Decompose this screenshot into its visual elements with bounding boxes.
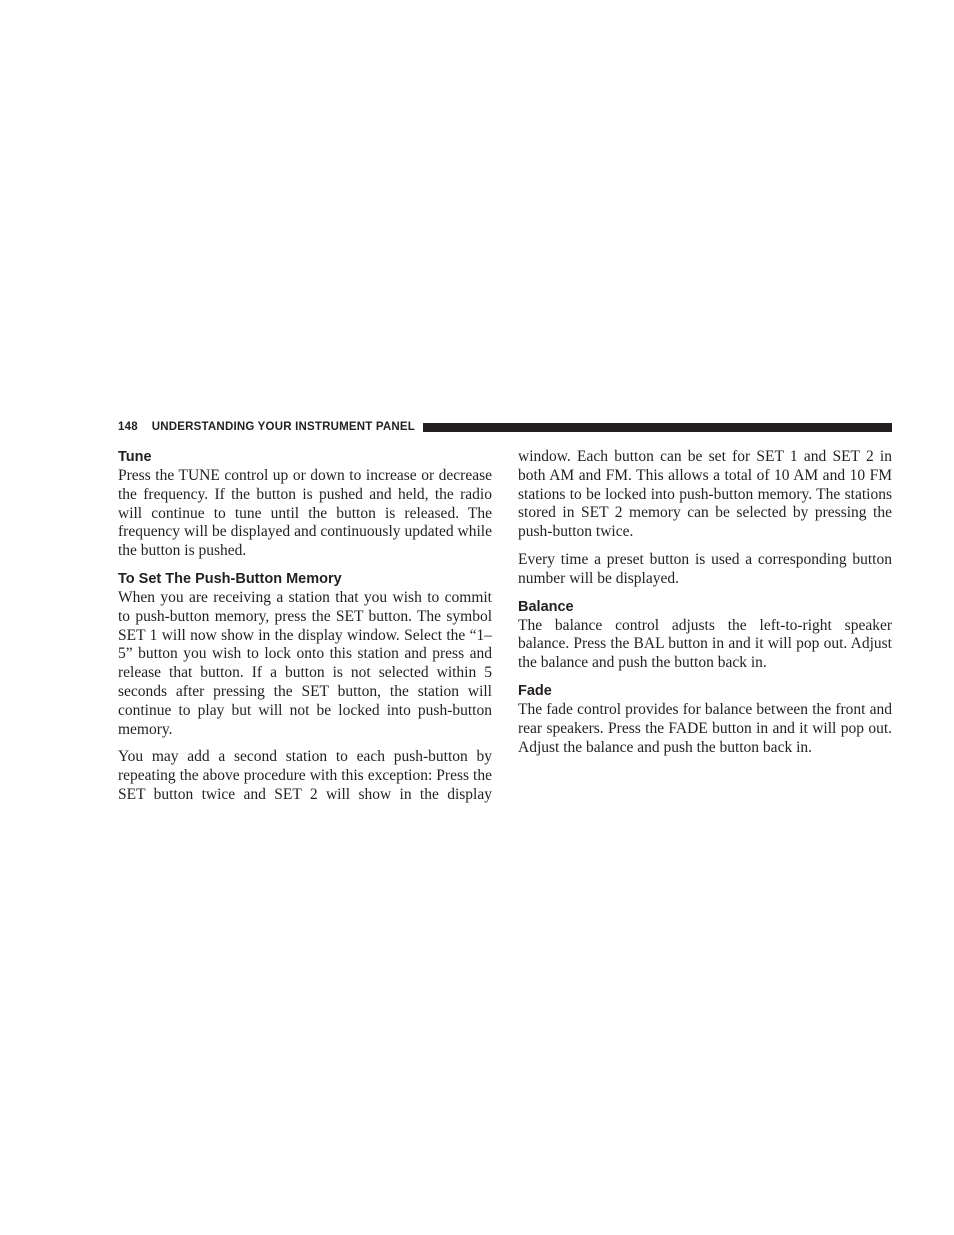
fade-heading: Fade xyxy=(518,682,552,699)
section-title: UNDERSTANDING YOUR INSTRUMENT PANEL xyxy=(151,421,415,433)
header-rule-bar xyxy=(423,423,892,432)
left-column xyxy=(118,448,492,805)
preset-note-paragraph: Every time a preset button is used a corresponding button number will be displayed. xyxy=(518,550,892,587)
balance-paragraph: The balance control adjusts the left-to-right speaker balance. Press the BAL button in and it will pop out. Adjust the balance and push the button back in. xyxy=(518,616,892,672)
right-column xyxy=(518,448,892,757)
fade-paragraph: The fade control provides for balance between the front and rear speakers. Press the FADE button in and it will pop out. Adjust the balance and push the button back in. xyxy=(518,700,892,756)
push-button-memory-paragraph-1: When you are receiving a station that you wish to commit to push-button memory, press the SET button. The symbol SET 1 will now show in the display window. Select the “1–5” button you wish to lock onto this station and press and release that button. If a button is not selected within 5 seconds after pressing the SET button, the station will continue to play but will not be locked into push-button memory. xyxy=(118,588,492,738)
page-header xyxy=(118,419,892,435)
tune-heading: Tune xyxy=(118,449,152,465)
push-button-memory-heading: To Set The Push-Button Memory xyxy=(118,570,342,587)
page-number: 148 xyxy=(118,421,138,433)
continuation-paragraph: window. Each button can be set for SET 1 and SET 2 in both AM and FM. This allows a total of 10 AM and 10 FM stations to be locked into push-button memory. The stations stored in SET 2 memory can be selected by pressing the push-button twice. xyxy=(518,448,892,541)
tune-paragraph: Press the TUNE control up or down to increase or decrease the frequency. If the button is pushed and held, the radio will continue to tune until the button is released. The frequency will be displayed and continuously updated while the button is pushed. xyxy=(118,467,492,560)
push-button-memory-paragraph-2: You may add a second station to each push-button by repeating the above procedure with this exception: Press the SET button twice and SET 2 will show in the display xyxy=(118,748,492,803)
balance-heading: Balance xyxy=(518,598,574,615)
